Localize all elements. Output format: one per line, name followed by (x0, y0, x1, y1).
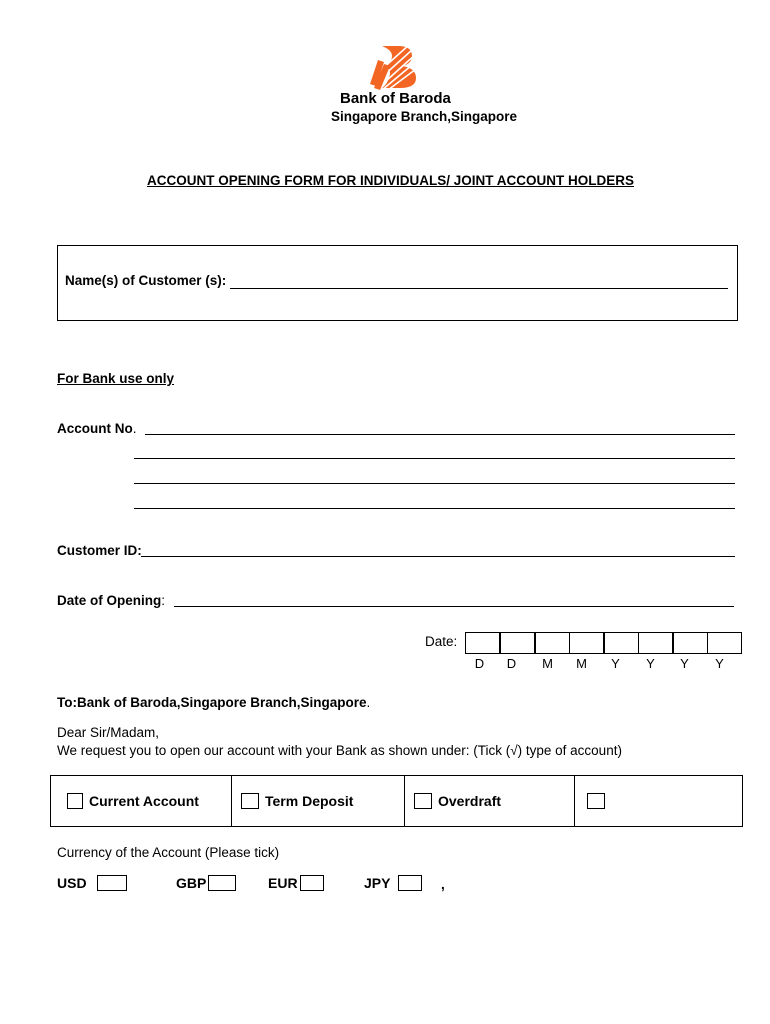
date-of-opening-field[interactable] (174, 606, 734, 607)
date-placeholder: D (506, 656, 517, 671)
account-type-other[interactable] (587, 775, 611, 827)
current-account-checkbox[interactable] (67, 793, 83, 809)
date-of-opening-label: Date of Opening: (57, 593, 166, 608)
address-line: To:Bank of Baroda,Singapore Branch,Singapore. (57, 695, 371, 710)
bank-of-baroda-logo (368, 44, 422, 90)
date-placeholder: Y (715, 656, 724, 671)
date-placeholder: Y (680, 656, 689, 671)
date-placeholder: D (474, 656, 485, 671)
branch-name: Singapore Branch,Singapore (331, 109, 518, 124)
bank-name: Bank of Baroda (340, 90, 451, 107)
date-cell-d1[interactable] (465, 632, 500, 654)
date-cell-d2[interactable] (500, 632, 535, 654)
date-cell-m2[interactable] (569, 632, 604, 654)
account-no-line-1[interactable] (145, 434, 735, 435)
customer-name-field[interactable] (230, 288, 728, 289)
form-title: ACCOUNT OPENING FORM FOR INDIVIDUALS/ JOINT ACCOUNT HOLDERS (147, 173, 635, 188)
currency-gbp[interactable] (176, 875, 236, 891)
other-account-checkbox[interactable] (587, 793, 605, 809)
customer-id-field[interactable] (141, 556, 735, 557)
account-type-current[interactable] (67, 775, 199, 827)
customer-name-label: Name(s) of Customer (s): (65, 273, 227, 288)
currency-jpy-label: JPY (364, 875, 391, 891)
account-no-line-2[interactable] (134, 458, 735, 459)
date-cell-m1[interactable] (535, 632, 570, 654)
currency-jpy[interactable] (364, 875, 422, 891)
currency-prompt: Currency of the Account (Please tick) (57, 845, 280, 860)
date-placeholder: M (576, 656, 587, 671)
currency-usd-checkbox[interactable] (97, 875, 127, 891)
date-cell-y2[interactable] (638, 632, 673, 654)
salutation: Dear Sir/Madam, (57, 725, 160, 740)
overdraft-label: Overdraft (438, 793, 502, 809)
account-type-term-deposit[interactable] (241, 775, 353, 827)
currency-jpy-checkbox[interactable] (398, 875, 422, 891)
divider (231, 775, 232, 827)
customer-id-label: Customer ID: (57, 543, 142, 558)
account-no-line-3[interactable] (134, 483, 735, 484)
term-deposit-checkbox[interactable] (241, 793, 259, 809)
bank-use-heading: For Bank use only (57, 371, 175, 386)
date-label: Date: (425, 634, 458, 649)
customer-name-box (57, 245, 738, 321)
date-cell-y3[interactable] (673, 632, 708, 654)
term-deposit-label: Term Deposit (265, 793, 354, 809)
date-cell-y4[interactable] (707, 632, 742, 654)
date-placeholder: Y (611, 656, 620, 671)
currency-trailing-comma: , (441, 877, 445, 892)
currency-eur-label: EUR (268, 875, 298, 891)
currency-usd[interactable] (57, 875, 127, 891)
account-type-overdraft[interactable] (414, 775, 501, 827)
current-account-label: Current Account (89, 793, 199, 809)
overdraft-checkbox[interactable] (414, 793, 432, 809)
currency-eur[interactable] (268, 875, 324, 891)
date-cell-y1[interactable] (604, 632, 639, 654)
date-placeholder: Y (646, 656, 655, 671)
currency-gbp-checkbox[interactable] (208, 875, 236, 891)
request-text: We request you to open our account with your Bank as shown under: (Tick (√) type of account) (57, 743, 622, 758)
account-no-line-4[interactable] (134, 508, 735, 509)
currency-gbp-label: GBP (176, 875, 207, 891)
date-placeholder: M (542, 656, 553, 671)
currency-usd-label: USD (57, 875, 87, 891)
divider (574, 775, 575, 827)
account-no-label: Account No. (57, 421, 137, 436)
divider (404, 775, 405, 827)
currency-eur-checkbox[interactable] (300, 875, 324, 891)
